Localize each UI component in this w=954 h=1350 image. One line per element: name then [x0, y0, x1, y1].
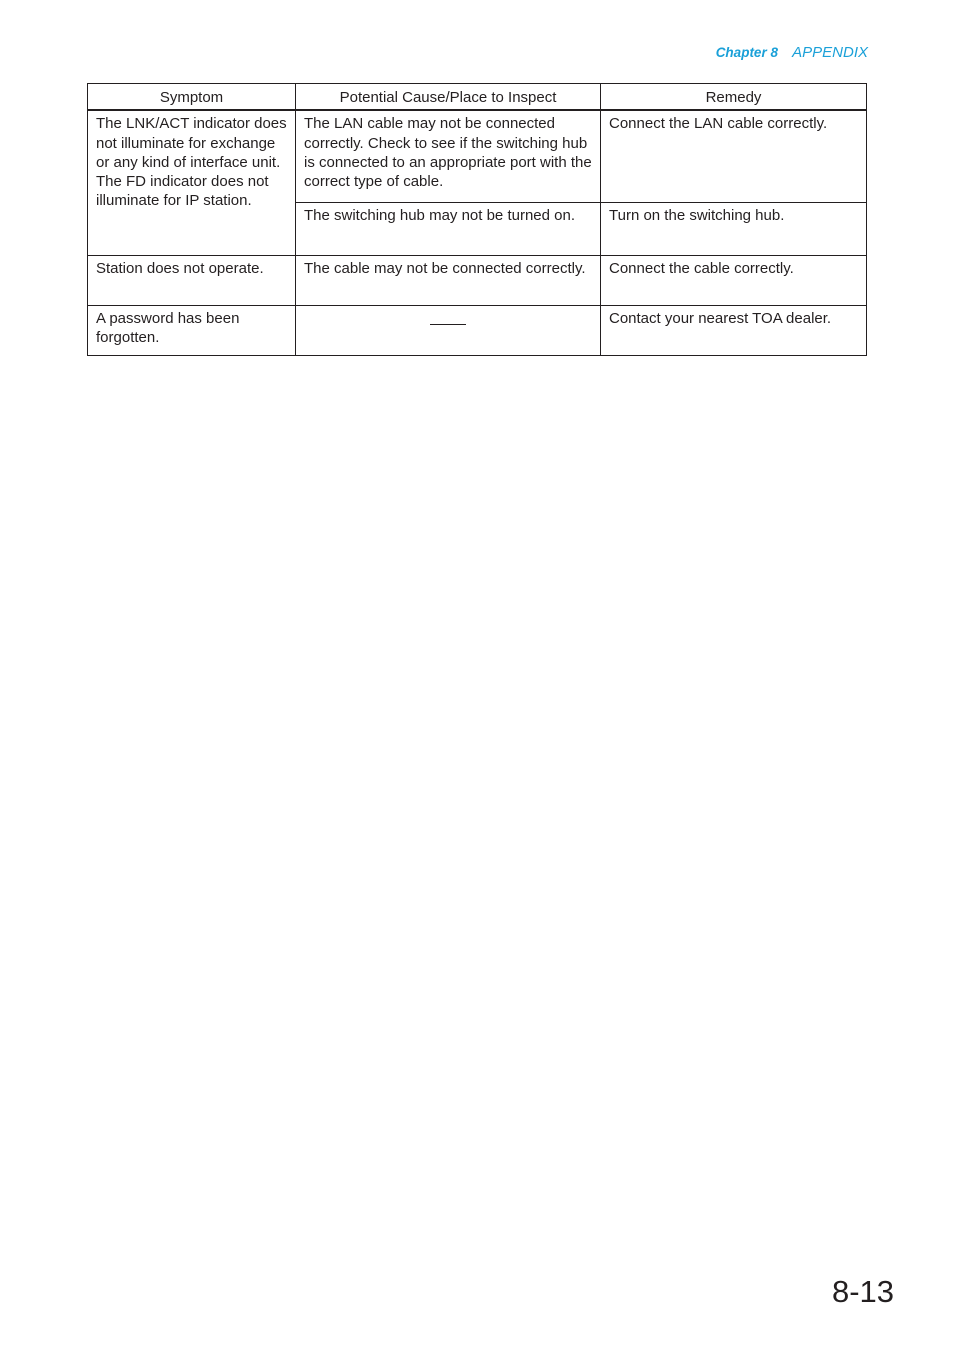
table-header-row	[88, 84, 867, 111]
table-row	[88, 255, 867, 305]
remedy-cell: Connect the cable correctly.	[601, 255, 867, 305]
running-header	[716, 44, 868, 61]
chapter-label: Chapter 8	[715, 45, 778, 60]
remedy-cell: Contact your nearest TOA dealer.	[601, 305, 867, 355]
symptom-cell: Station does not operate.	[88, 255, 296, 305]
symptom-cell: A password has been forgotten.	[88, 305, 296, 355]
remedy-cell: Turn on the switching hub.	[601, 202, 867, 255]
cause-cell: The switching hub may not be turned on.	[296, 202, 601, 255]
cause-cell	[296, 305, 601, 355]
table-row	[88, 110, 867, 202]
symptom-text: The LNK/ACT indicator does not illuminate for exchange or any kind of interface unit.	[96, 115, 287, 171]
cause-cell: The cable may not be connected correctly.	[296, 255, 601, 305]
column-header-remedy: Remedy	[601, 84, 867, 111]
page-number: 8-13	[831, 1274, 894, 1309]
troubleshooting-table	[87, 83, 867, 356]
symptom-text: The FD indicator does not illuminate for IP station.	[96, 173, 269, 210]
empty-dash	[430, 324, 466, 325]
symptom-cell	[88, 110, 296, 255]
column-header-symptom: Symptom	[88, 84, 296, 111]
column-header-cause: Potential Cause/Place to Inspect	[296, 84, 601, 111]
remedy-cell: Connect the LAN cable correctly.	[601, 110, 867, 202]
table-row	[88, 305, 867, 355]
section-label: APPENDIX	[792, 44, 868, 61]
cause-cell: The LAN cable may not be connected correctly. Check to see if the switching hub is connected to an appropriate port with the correct type of cable.	[296, 110, 601, 202]
